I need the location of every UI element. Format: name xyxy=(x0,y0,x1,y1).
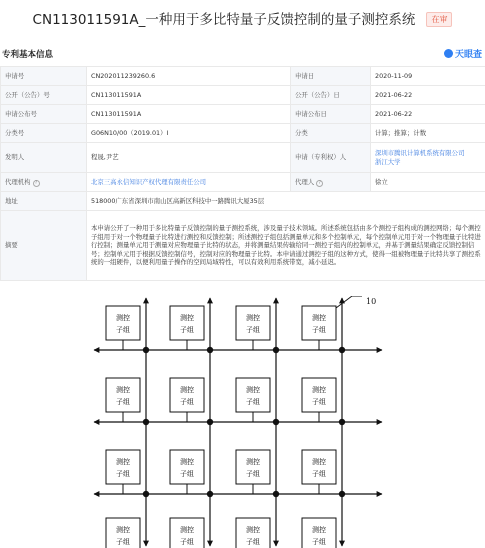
junction-dot xyxy=(207,347,213,353)
inventor-label: 发明人 xyxy=(1,143,87,173)
publication-date-value: 2021-06-22 xyxy=(371,86,485,105)
table-row xyxy=(1,211,485,281)
application-date-value: 2020-11-09 xyxy=(371,67,485,86)
classification-label: 分类号 xyxy=(1,124,87,143)
section-header xyxy=(0,46,485,66)
junction-dot xyxy=(143,419,149,425)
node-label: 子组 xyxy=(116,398,130,406)
measure-control-node xyxy=(170,450,204,484)
agent-value: 徐立 xyxy=(371,173,485,192)
node-label: 测控 xyxy=(180,386,194,394)
agent-label: 代理人 xyxy=(295,177,315,186)
publication-no-value: CN113011591A xyxy=(87,86,291,105)
measure-control-node xyxy=(170,378,204,412)
node-label: 测控 xyxy=(312,386,326,394)
junction-dot xyxy=(207,419,213,425)
node-label: 子组 xyxy=(116,538,130,546)
address-value: 518000广东省深圳市南山区高新区科技中一路腾讯大厦35层 xyxy=(87,192,485,211)
ref-leader-line xyxy=(336,296,362,308)
node-label: 子组 xyxy=(246,398,260,406)
junction-dot xyxy=(273,491,279,497)
measure-control-node xyxy=(302,306,336,340)
junction-dot xyxy=(273,419,279,425)
node-label: 测控 xyxy=(246,386,260,394)
agency-label: 代理机构 xyxy=(5,177,31,186)
table-row xyxy=(1,124,485,143)
address-label: 地址 xyxy=(1,192,87,211)
node-label: 子组 xyxy=(246,538,260,546)
table-row xyxy=(1,86,485,105)
node-label: 子组 xyxy=(180,538,194,546)
page-title: CN113011591A_一种用于多比特量子反馈控制的量子测控系统 xyxy=(32,12,416,28)
node-label: 测控 xyxy=(246,526,260,534)
publication-no-label: 公开（公告）号 xyxy=(1,86,87,105)
node-label: 子组 xyxy=(312,326,326,334)
node-label: 测控 xyxy=(116,458,130,466)
page-header xyxy=(0,8,485,38)
measure-control-node xyxy=(170,306,204,340)
node-label: 测控 xyxy=(246,314,260,322)
eye-icon xyxy=(444,49,453,58)
abstract-value: 本申请公开了一种用于多比特量子反馈控制的量子测控系统，涉及量子技术领域。所述系统包括由多个测控子组构成的测控网络；每个测控子组用于对一个物理量子比特进行测控和反馈控制；所述测控子组包括测量单元和多个控制单元，每个控制单元用于对一个物理量子比特进行控制；测量单元用于测量对应物理量子比特的状态，并将测量结果传输给同一测控子组内的控制单元，并基于测量结果确定反馈控制信号；控制单元用于根据反馈控制信号，控制对应的物理量子比特。本申请通过测控子组的这种方式，使得一组被物理量子比特共享了测控系统的一组硬件，以便利用量子操作的空间局域特性，可以有效利用系统带宽，减小延迟。 xyxy=(87,211,485,281)
status-badge: 在审 xyxy=(426,12,452,27)
node-label: 子组 xyxy=(312,538,326,546)
ref-number: 10 xyxy=(366,297,377,306)
brand-name: 天眼查 xyxy=(454,50,482,60)
patent-info-table xyxy=(0,66,485,281)
table-row xyxy=(1,67,485,86)
agency-label-cell xyxy=(1,173,87,192)
help-icon[interactable]: ? xyxy=(316,180,323,187)
measure-control-node xyxy=(302,450,336,484)
node-label: 测控 xyxy=(180,314,194,322)
patent-diagram xyxy=(90,296,390,548)
junction-dot xyxy=(339,419,345,425)
application-date-label: 申请日 xyxy=(291,67,371,86)
brand-logo[interactable] xyxy=(444,47,482,60)
table-row xyxy=(1,192,485,211)
node-label: 测控 xyxy=(312,314,326,322)
junction-dot xyxy=(207,491,213,497)
node-label: 测控 xyxy=(116,526,130,534)
agency-value xyxy=(87,173,291,192)
help-icon[interactable]: ? xyxy=(33,180,40,187)
junction-dot xyxy=(339,347,345,353)
agent-label-cell xyxy=(291,173,371,192)
measure-control-node xyxy=(236,306,270,340)
junction-dot xyxy=(143,347,149,353)
node-label: 子组 xyxy=(180,326,194,334)
measure-control-node xyxy=(106,306,140,340)
node-label: 测控 xyxy=(180,458,194,466)
agency-link[interactable]: 北京三高永信知识产权代理有限责任公司 xyxy=(91,177,207,186)
node-label: 测控 xyxy=(312,458,326,466)
category-value: 计算；推算；计数 xyxy=(371,124,485,143)
application-no-label: 申请号 xyxy=(1,67,87,86)
inventor-value: 程晟,尹艺 xyxy=(87,143,291,173)
measure-control-node xyxy=(236,378,270,412)
diagram-svg xyxy=(90,296,390,548)
measure-control-node xyxy=(302,378,336,412)
node-label: 子组 xyxy=(246,326,260,334)
junction-dot xyxy=(273,347,279,353)
measure-control-node xyxy=(106,378,140,412)
node-label: 子组 xyxy=(312,398,326,406)
abstract-label: 摘要 xyxy=(1,211,87,281)
applicant-link-1[interactable]: 深圳市腾讯计算机系统有限公司 xyxy=(375,148,465,157)
table-row xyxy=(1,105,485,124)
node-label: 子组 xyxy=(116,326,130,334)
node-label: 子组 xyxy=(116,470,130,478)
publication-date-label: 公开（公告）日 xyxy=(291,86,371,105)
table-row xyxy=(1,143,485,173)
junction-dot xyxy=(339,491,345,497)
application-no-value: CN202011239260.6 xyxy=(87,67,291,86)
node-label: 测控 xyxy=(116,386,130,394)
section-title: 专利基本信息 xyxy=(2,50,54,60)
applicant-value xyxy=(371,143,485,173)
node-label: 测控 xyxy=(246,458,260,466)
grant-no-value: CN113011591A xyxy=(87,105,291,124)
grant-date-label: 申请公布日 xyxy=(291,105,371,124)
node-label: 测控 xyxy=(116,314,130,322)
node-label: 测控 xyxy=(180,526,194,534)
node-label: 子组 xyxy=(246,470,260,478)
measure-control-node xyxy=(106,450,140,484)
node-label: 子组 xyxy=(180,470,194,478)
grant-no-label: 申请公布号 xyxy=(1,105,87,124)
measure-control-node xyxy=(236,450,270,484)
node-label: 子组 xyxy=(312,470,326,478)
node-label: 子组 xyxy=(180,398,194,406)
junction-dot xyxy=(143,491,149,497)
table-row xyxy=(1,173,485,192)
node-label: 测控 xyxy=(312,526,326,534)
grant-date-value: 2021-06-22 xyxy=(371,105,485,124)
applicant-label: 申请（专利权）人 xyxy=(291,143,371,173)
classification-value: G06N10/00（2019.01）I xyxy=(87,124,291,143)
category-label: 分类 xyxy=(291,124,371,143)
applicant-link-2[interactable]: 浙江大学 xyxy=(375,157,401,166)
